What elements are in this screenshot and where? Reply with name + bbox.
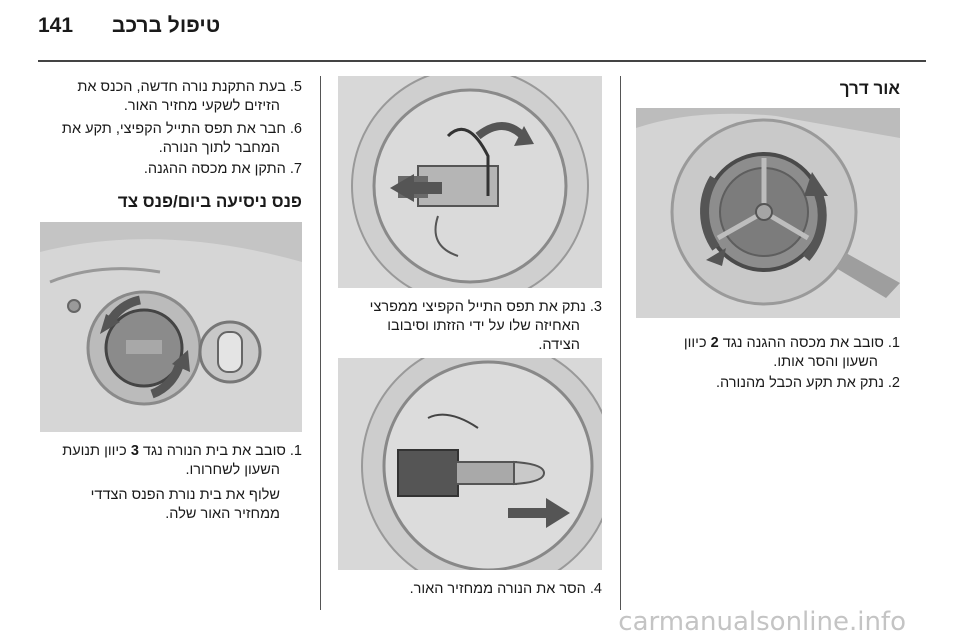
step-1-rotate-housing: 1. סובב את בית הנורה נגד 3 כיוון תנועת השעון לשחרורו.: [62, 443, 302, 478]
section-heading-daytime-lights: פנס ניסיעה ביום/פנס צד: [117, 192, 302, 211]
figure-spring-clip: [338, 76, 602, 288]
step-7-fit-cap: 7. התקן את מכסה ההגנה.: [143, 161, 302, 177]
step-1-remove-cap: 1. סובב את מכסה ההגנה נגד 2 כיוון השעון והסר אותו.: [683, 335, 900, 370]
figure-protective-cap: [636, 108, 900, 318]
section-heading-high-beam: אור דרך: [839, 79, 900, 98]
column-divider-right: [620, 76, 621, 610]
page-number: 141: [38, 14, 74, 37]
watermark: carmanualsonline.info: [618, 607, 906, 637]
figure-side-light: [40, 222, 302, 432]
step-4-remove-bulb: 4. הסר את הנורה ממחזיר האור.: [409, 581, 602, 597]
column-divider-left: [320, 76, 321, 610]
header-divider: [38, 60, 926, 62]
page-title: טיפול ברכב: [112, 14, 221, 37]
step-5-insert-new-bulb: 5. בעת התקנת נורה חדשה, הכנס את הזיזים לשקעי מחזיר האור.: [77, 79, 302, 114]
step-2-disconnect-plug: 2. נתק את תקע הכבל מהנורה.: [716, 375, 900, 391]
pull-arrow-icon: [508, 508, 548, 518]
step-6-reconnect: 6. חבר את תפס התייל הקפיצי, תקע את המחבר לתוך הנורה.: [61, 121, 302, 156]
step-3-release-clip: 3. נתק את תפס התייל הקפיצי ממפרצי האחיזה שלו על ידי הזזתו וסיבובו הצידה.: [369, 299, 602, 353]
figure-remove-bulb: [338, 358, 602, 570]
step-pull-out-housing: שלוף את בית נורת הפנס הצדדי ממחזיר האור שלה.: [90, 487, 280, 522]
